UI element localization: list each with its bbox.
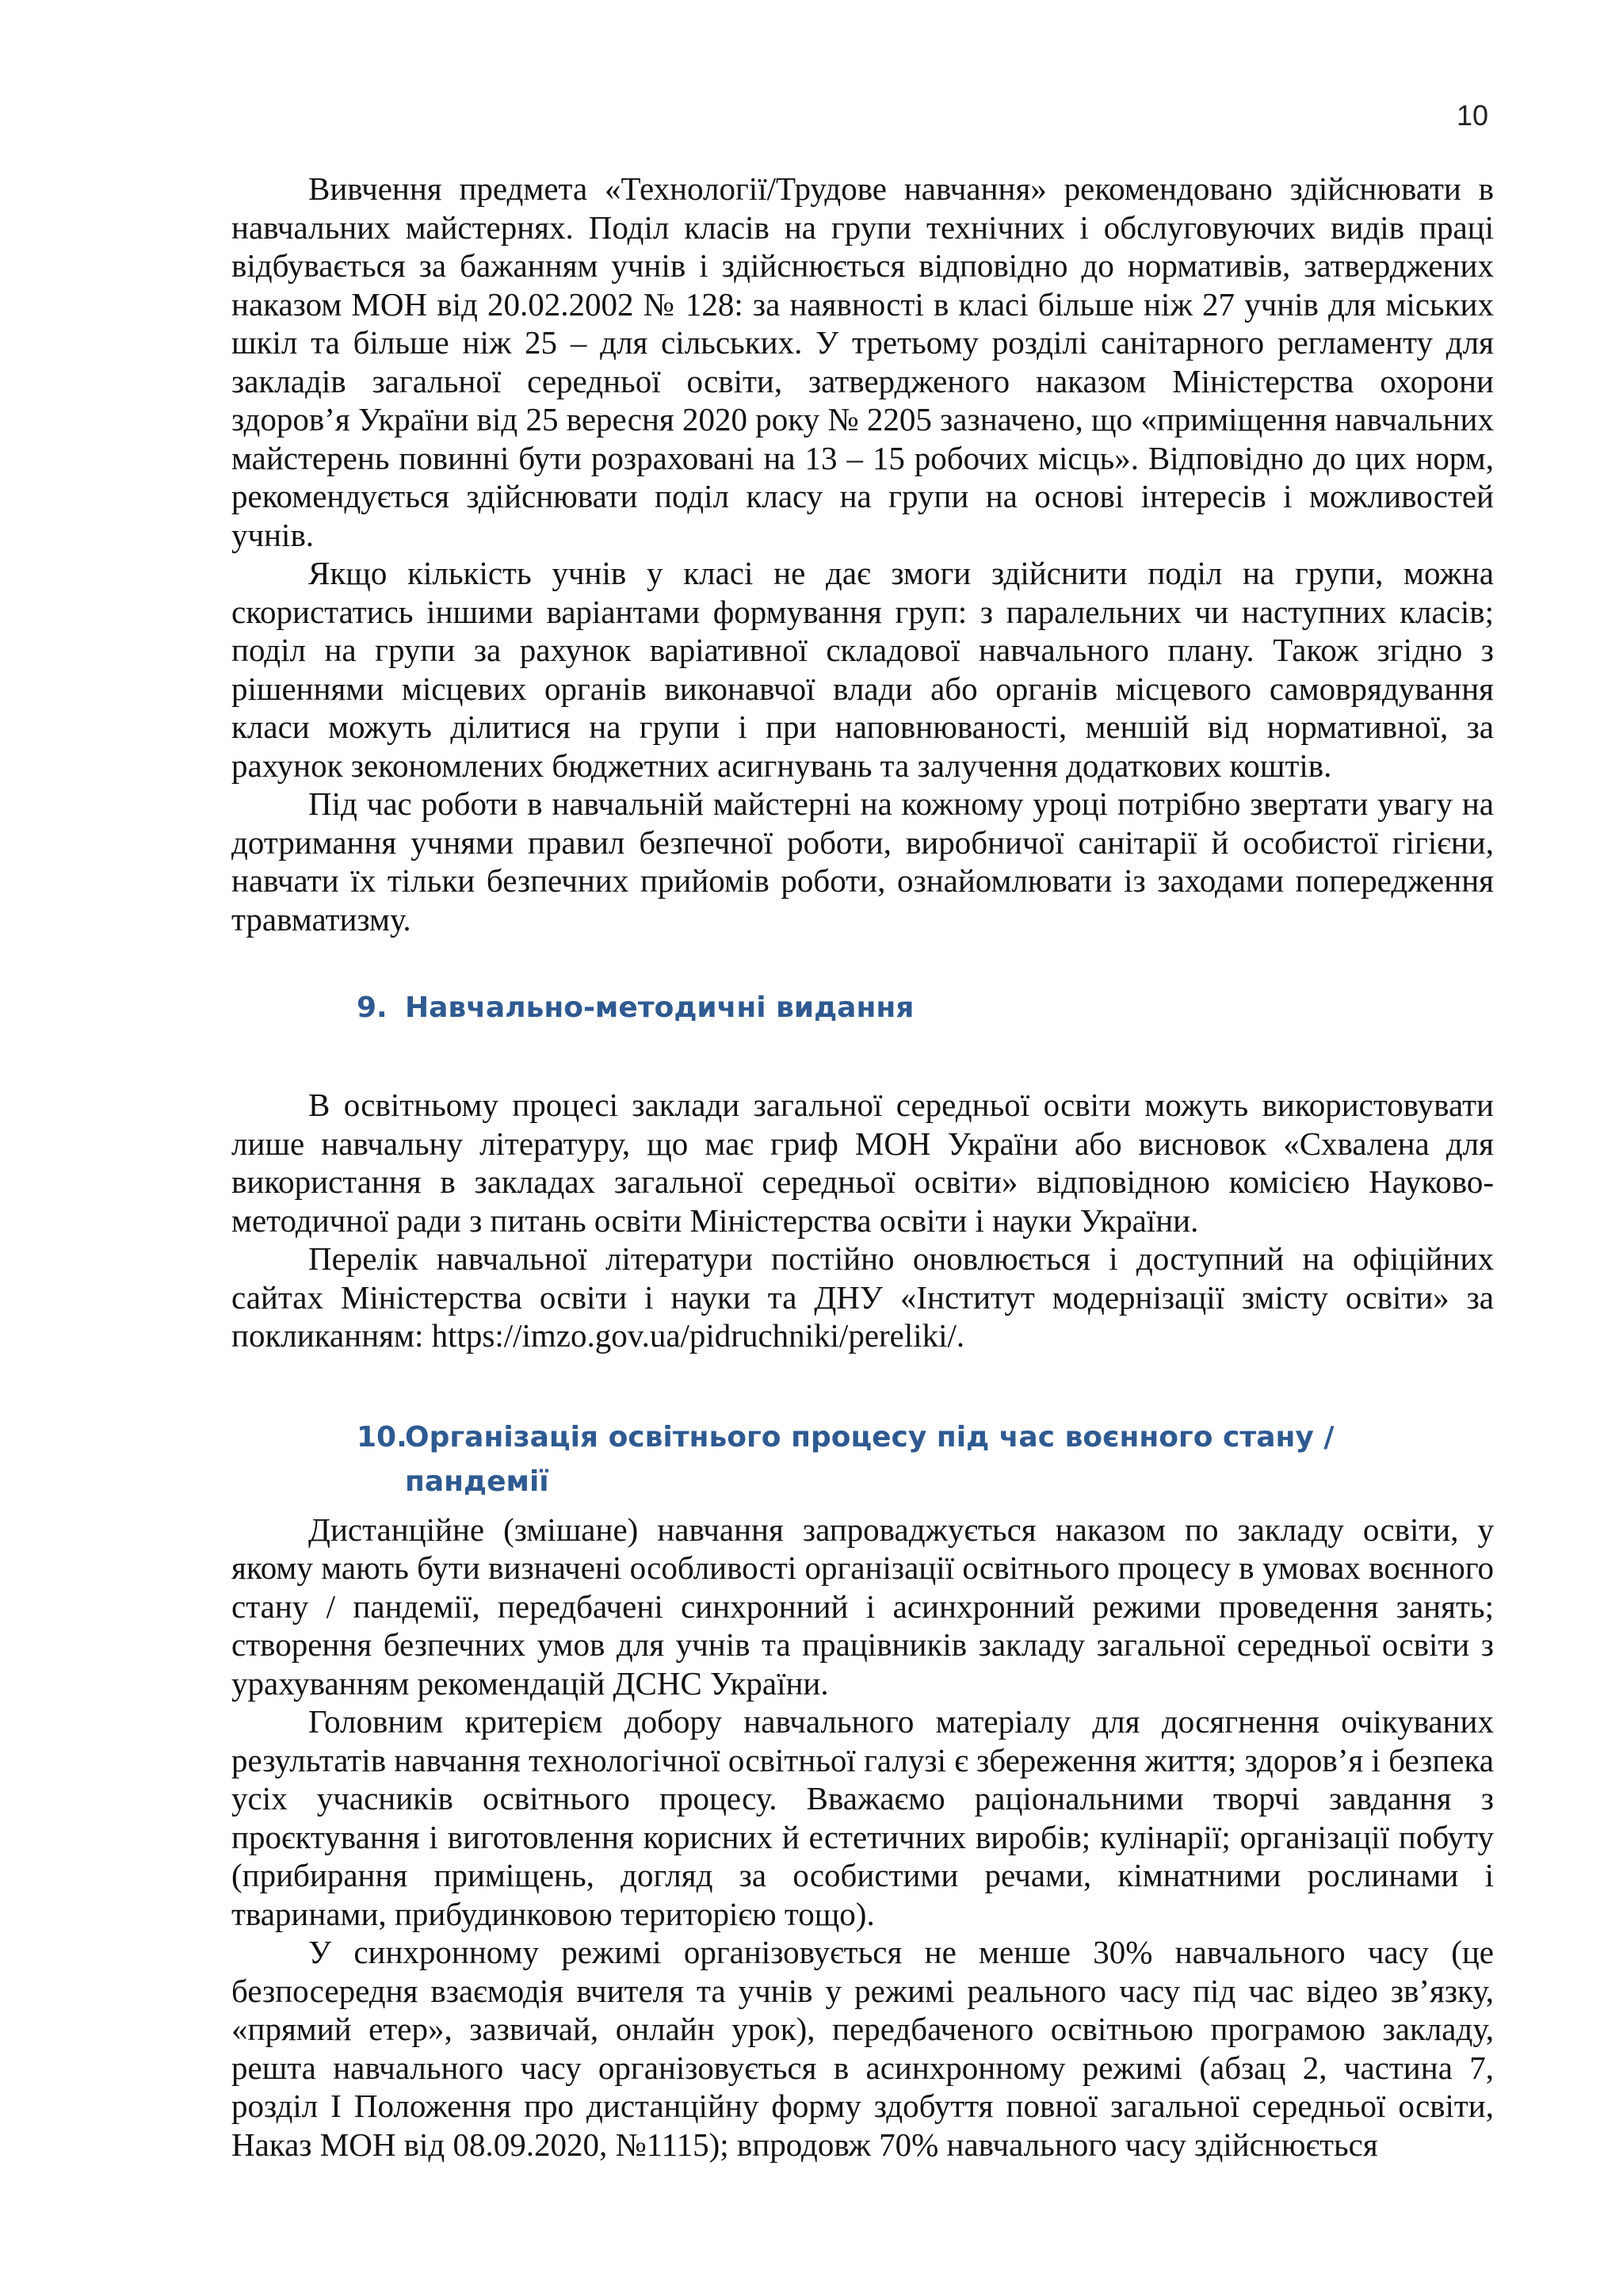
page-content (231, 170, 1494, 2164)
section-number-9: 9. (357, 991, 388, 1024)
paragraph-distance-learning: Дистанційне (змішане) навчання запроваджується наказом по закладу освіти, у якому мають бути визначені особливості організації освітнього процесу в умовах воєнного стану / пандемії, передбачені синхронний і асинхронний режими проведення занять; створення безпечних умов для учнів та працівників закладу загальної середньої освіти з урахуванням рекомендацій ДСНС України. (231, 1511, 1494, 1702)
section-heading-10-row1 (231, 1415, 1494, 1460)
paragraph-synchronous: У синхронному режимі організовується не менше 30% навчального часу (це безпосередня взаємодія вчителя та учнів у режимі реального часу під час відео зв’язку, «прямий етер», зазвичай, онлайн урок), передбаченого освітньою програмою закладу, решта навчального часу організовується в асинхронному режимі (абзац 2, частина 7, розділ І Положення про дистанційну форму здобуття повної загальної середньої освіти, Наказ МОН від 08.09.2020, №1115); впродовж 70% навчального часу здійснюється (231, 1934, 1494, 2163)
section-title-10-line1: Організація освітнього процесу під час воєнного стану / (405, 1420, 1335, 1454)
paragraph-safety: Під час роботи в навчальній майстерні на кожному уроці потрібно звертати увагу на дотримання учнями правил безпечної роботи, виробничої санітарії й особистої гігієни, навчати їх тільки безпечних прийомів роботи, ознайомлювати із заходами попередження травматизму. (231, 785, 1494, 938)
section-heading-10 (231, 1415, 1494, 1504)
paragraph-workshops: Вивчення предмета «Технології/Трудове навчання» рекомендовано здійснювати в навчальних майстернях. Поділ класів на групи технічних і обслуговуючих видів праці відбувається за бажанням учнів і здійснюється відповідно до нормативів, затверджених наказом МОН від 20.02.2002 № 128: за наявності в класі більше ніж 27 учнів для міських шкіл та більше ніж 25 – для сільських. У третьому розділі санітарного регламенту для закладів загальної середньої освіти, затвердженого наказом Міністерства охорони здоров’я України від 25 вересня 2020 року № 2205 зазначено, що «приміщення навчальних майстерень повинні бути розраховані на 13 – 15 робочих місць». Відповідно до цих норм, рекомендується здійснювати поділ класу на групи на основі інтересів і можливостей учнів. (231, 170, 1494, 553)
section-title-9: Навчально-методичні видання (405, 991, 915, 1024)
page-number: 10 (1456, 99, 1488, 132)
section-number-10: 10. (357, 1420, 407, 1454)
section-title-10-line2: пандемії (405, 1465, 549, 1498)
paragraph-criteria: Головним критерієм добору навчального матеріалу для досягнення очікуваних результатів навчання технологічної освітньої галузі є збереження життя; здоров’я і безпека усіх учасників освітнього процесу. Вважаємо раціональними творчі завдання з проєктування і виготовлення корисних й естетичних виробів; кулінарії; організації побуту (прибирання приміщень, догляд за особистими речами, кімнатними рослинами і тваринами, прибудинковою територією тощо). (231, 1703, 1494, 1932)
paragraph-literature-list: Перелік навчальної літератури постійно оновлюється і доступний на офіційних сайтах Міністерства освіти і науки та ДНУ «Інститут модернізації змісту освіти» за покликанням: https://imzo.gov.ua/pidruchniki/pereliki/. (231, 1240, 1494, 1354)
paragraph-literature: В освітньому процесі заклади загальної середньої освіти можуть використовувати лише навчальну літературу, що має гриф МОН України або висновок «Схвалена для використання в закладах загальної середньої освіти» відповідною комісією Науково-методичної ради з питань освіти Міністерства освіти і науки України. (231, 1087, 1494, 1239)
section-heading-9 (231, 989, 1494, 1027)
paragraph-group-division: Якщо кількість учнів у класі не дає змоги здійснити поділ на групи, можна скористатись іншими варіантами формування груп: з паралельних чи наступних класів; поділ на групи за рахунок варіативної складової навчального плану. Також згідно з рішеннями місцевих органів виконавчої влади або органів місцевого самоврядування класи можуть ділитися на групи і при наповнюваності, меншій від нормативної, за рахунок зекономлених бюджетних асигнувань та залучення додаткових коштів. (231, 555, 1494, 784)
